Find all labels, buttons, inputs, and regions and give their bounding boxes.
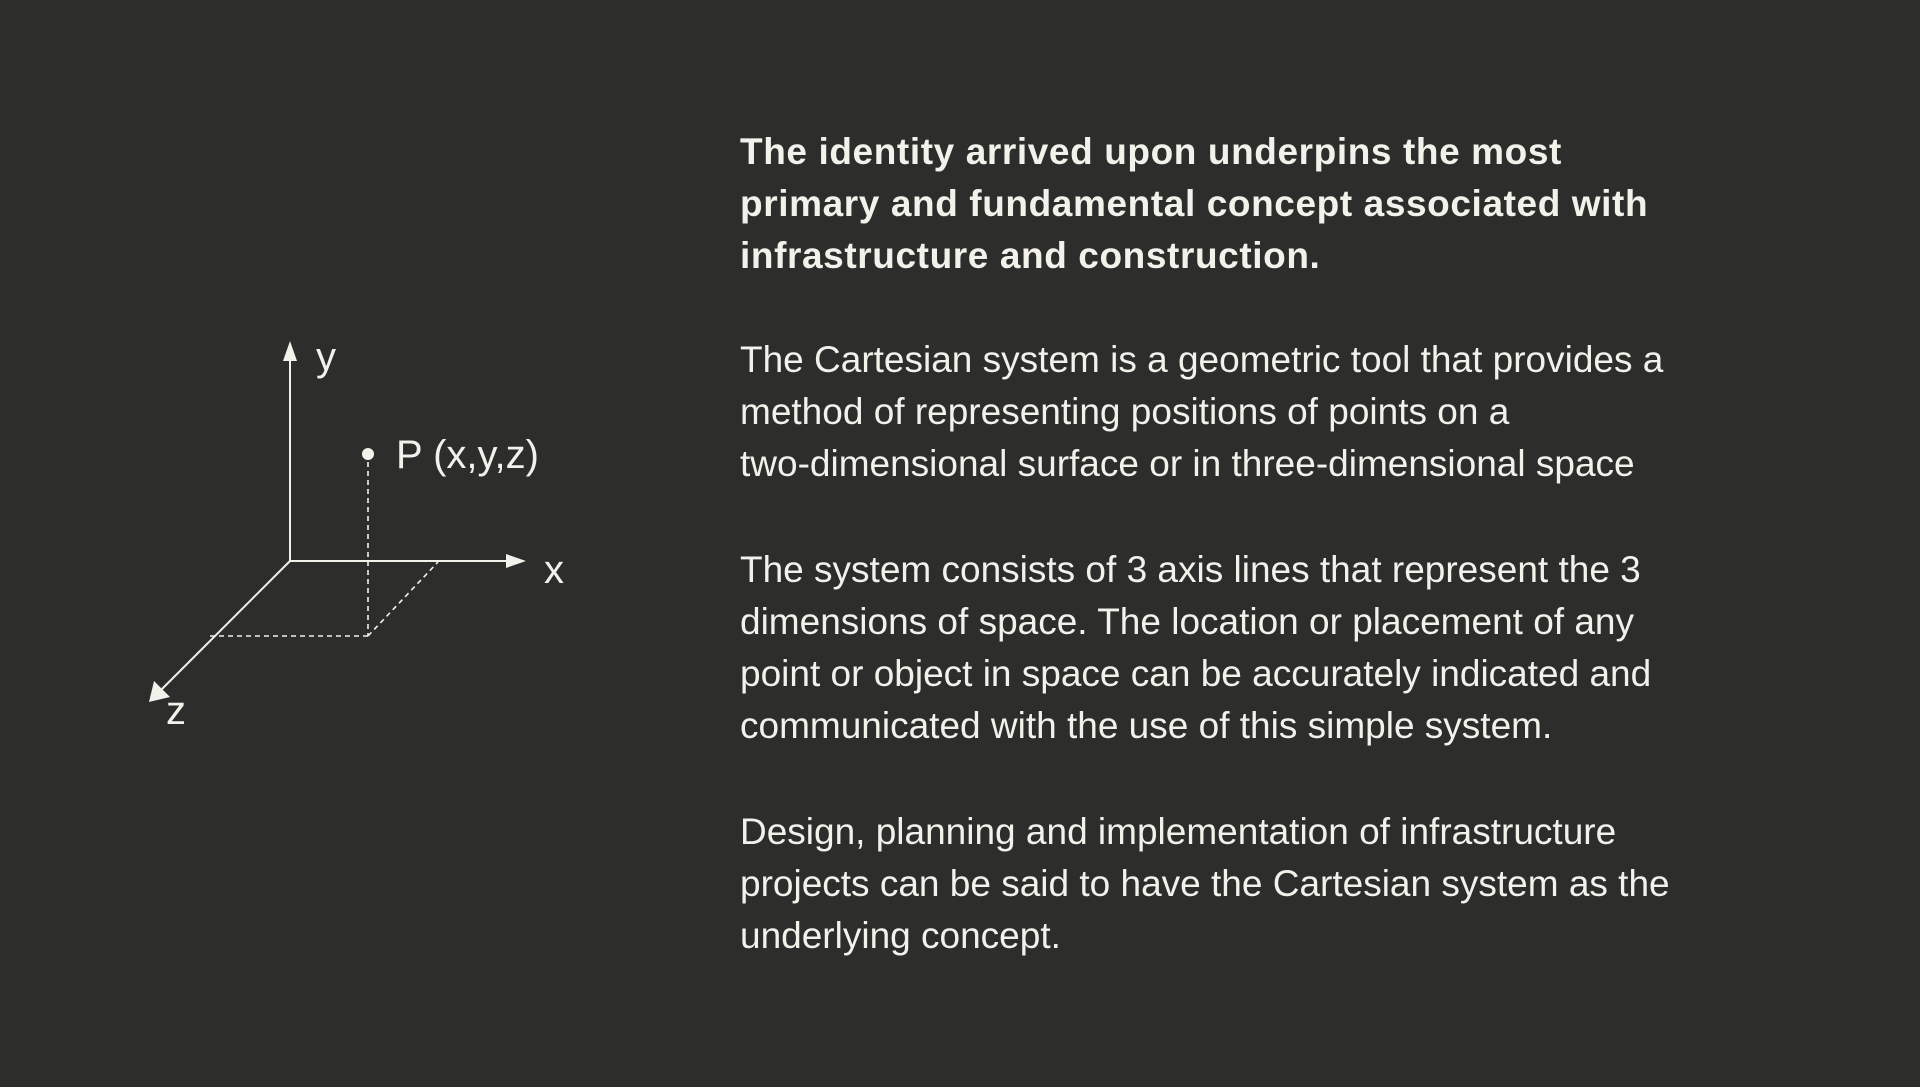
point-p-z-projection (368, 562, 438, 636)
point-p-label: P (x,y,z) (396, 433, 539, 477)
cartesian-diagram-svg (0, 0, 700, 1087)
lead-statement: The identity arrived upon underpins the most primary and fundamental concept associated with infrastructure and construction. (740, 131, 1649, 276)
paragraph-cartesian-definition: The Cartesian system is a geometric tool that provides a method of representing positions of points on a two-dimensional surface or in three-dimensional space (740, 339, 1664, 484)
y-axis-label: y (316, 335, 336, 379)
z-axis-line (158, 561, 290, 693)
x-axis-label: x (544, 548, 564, 592)
description-text-block (740, 126, 1800, 1016)
x-axis-arrowhead (506, 554, 526, 568)
z-axis-label: z (166, 689, 186, 733)
cartesian-diagram (0, 0, 700, 1087)
point-p-dot (362, 448, 374, 460)
y-axis-arrowhead (283, 341, 297, 361)
paragraph-axis-lines: The system consists of 3 axis lines that represent the 3 dimensions of space. The location or placement of any point or object in space can be accurately indicated and communicated with the use of this simple system. (740, 549, 1652, 746)
paragraph-infrastructure: Design, planning and implementation of infrastructure projects can be said to have the Cartesian system as the underlying concept. (740, 811, 1670, 956)
